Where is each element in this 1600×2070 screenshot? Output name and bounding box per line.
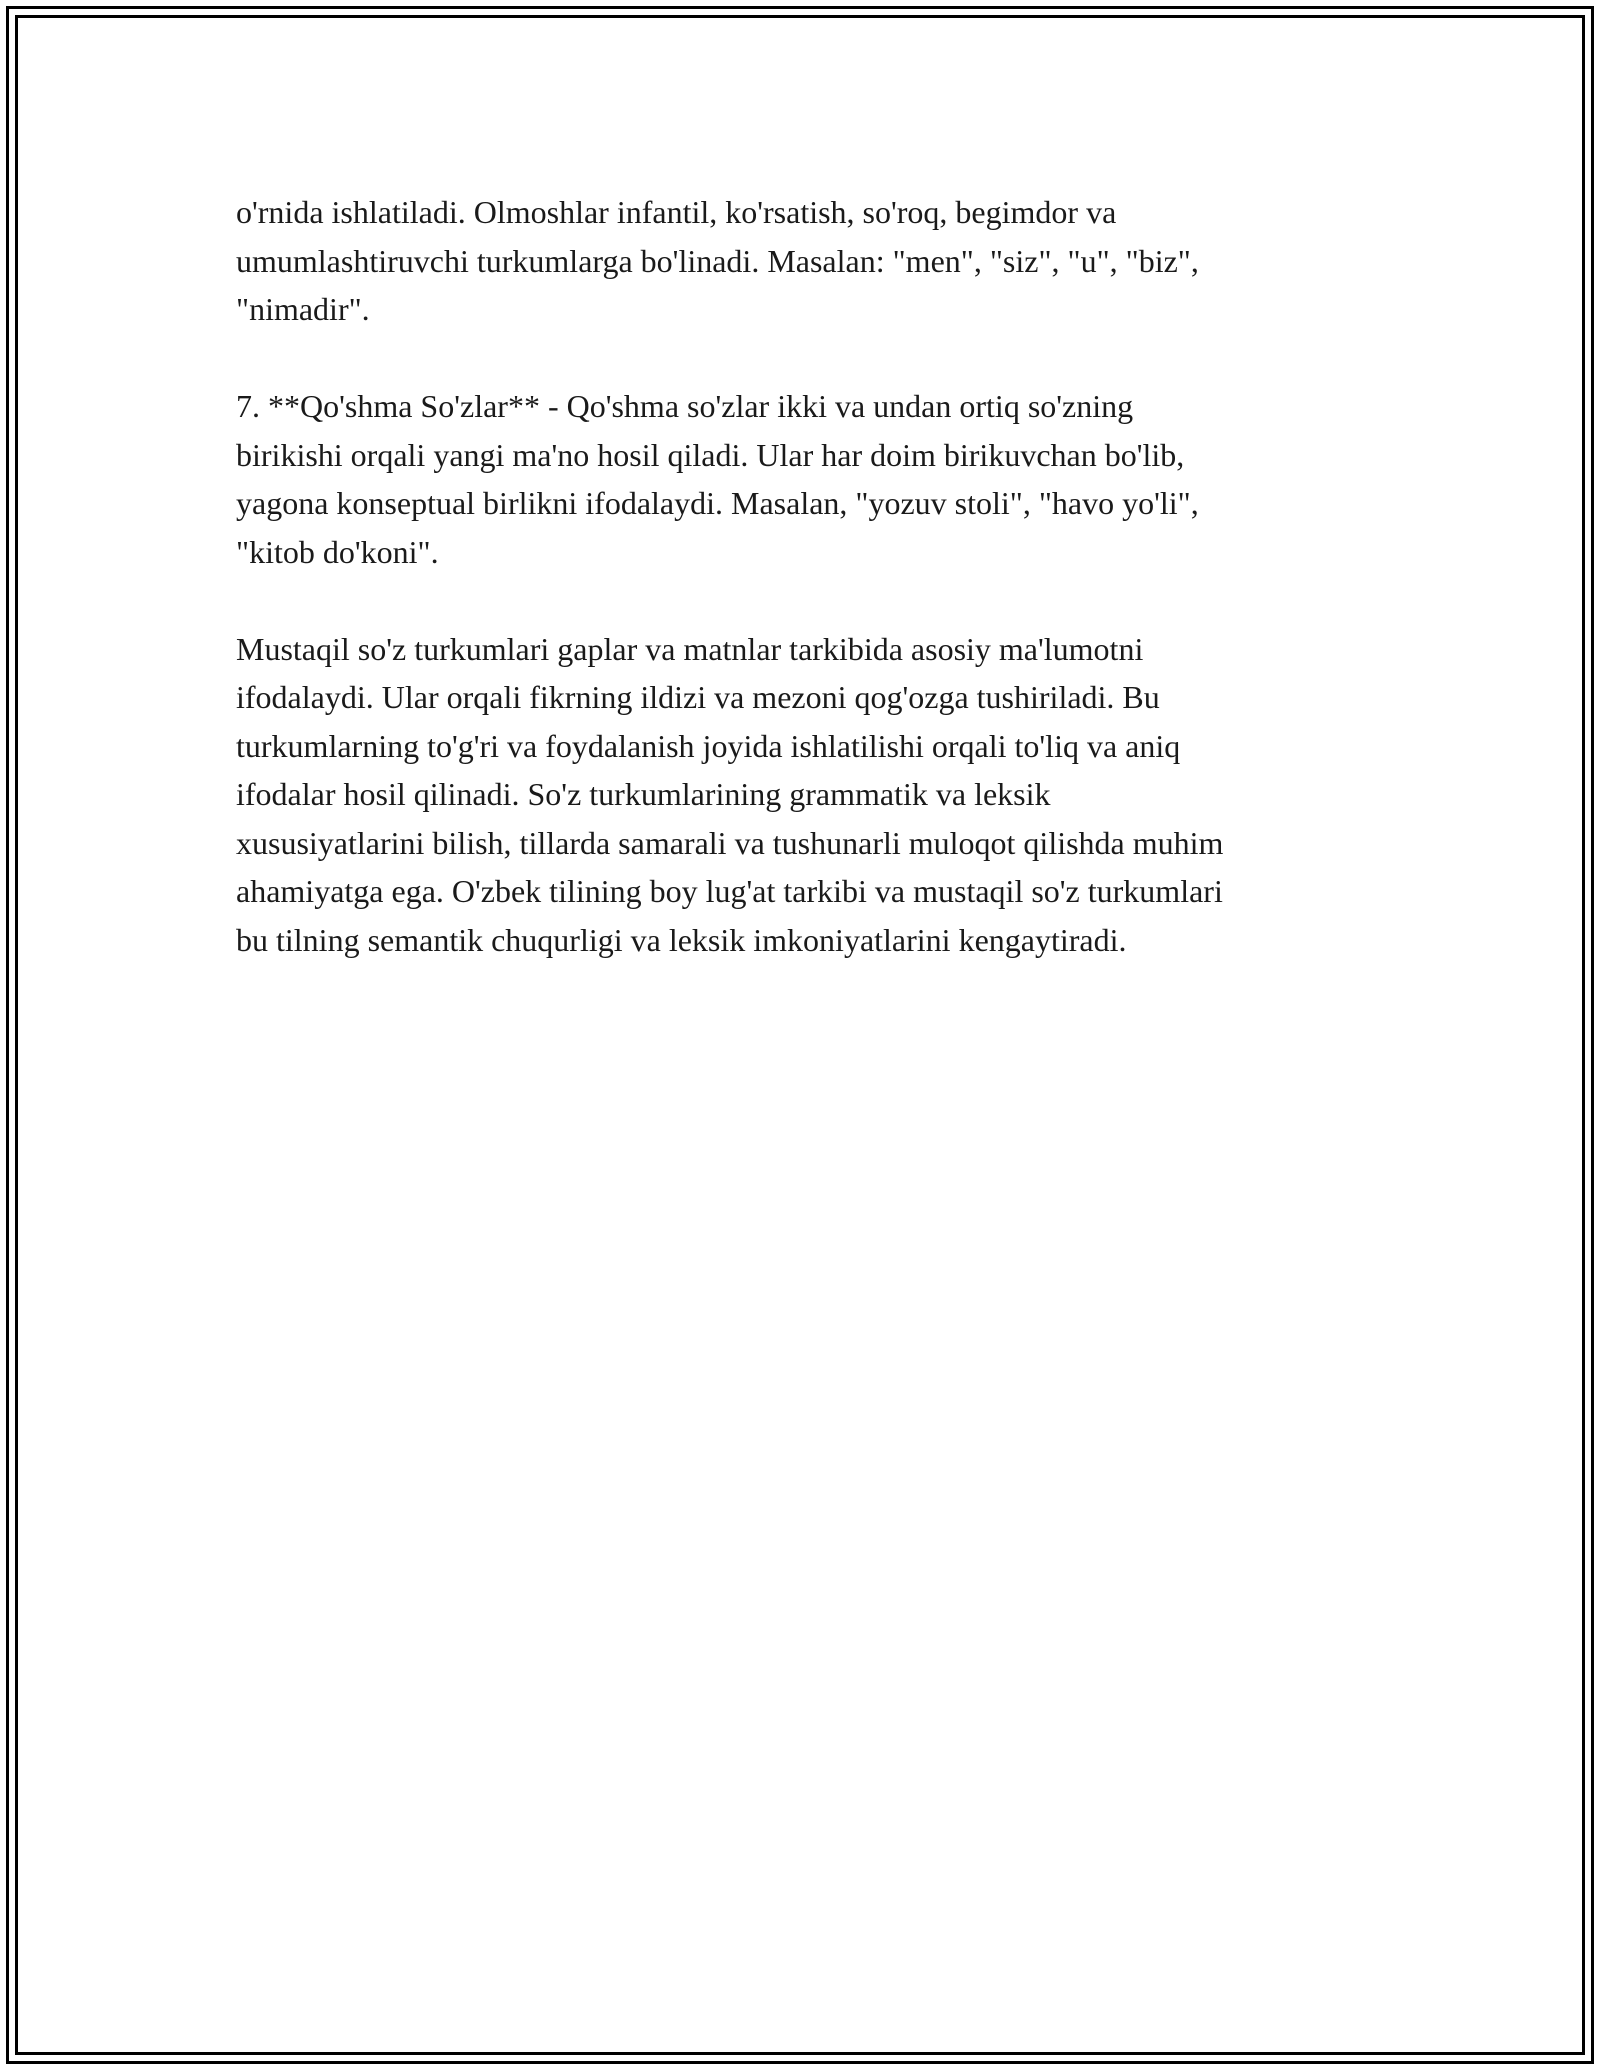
text-line: ahamiyatga ega. O'zbek tilining boy lug'at tarkibi va mustaqil so'z turkumlari [236,873,1223,909]
paragraph-conclusion [236,625,1416,965]
text-line: "kitob do'koni". [236,533,439,570]
text-line: birikishi orqali yangi ma'no hosil qiladi. Ular har doim birikuvchan bo'lib, [236,436,1185,473]
text-line: turkumlarning to'g'ri va foydalanish joyida ishlatilishi orqali to'liq va aniq [236,727,1181,764]
text-line: 7. **Qo'shma So'zlar** - Qo'shma so'zlar ikki va undan ortiq so'zning [236,388,1134,424]
paragraph-pronouns-continued [236,188,1416,334]
text-line: yagona konseptual birlikni ifodalaydi. Masalan, "yozuv stoli", "havo yo'li", [236,485,1199,521]
paragraph-compound-words [236,382,1416,576]
text-line: ifodalaydi. Ular orqali fikrning ildizi va mezoni qog'ozga tushiriladi. Bu [236,679,1160,715]
document-body [236,188,1416,964]
text-line: umumlashtiruvchi turkumlarga bo'linadi. Masalan: "men", "siz", "u", "biz", [236,242,1199,279]
text-line: "nimadir". [236,291,370,327]
text-line: Mustaqil so'z turkumlari gaplar va matnlar tarkibida asosiy ma'lumotni [236,630,1144,667]
text-line: xususiyatlarini bilish, tillarda samarali va tushunarli muloqot qilishda muhim [236,824,1224,861]
text-line: ifodalar hosil qilinadi. So'z turkumlarining grammatik va leksik [236,776,1051,812]
text-line: bu tilning semantik chuqurligi va leksik imkoniyatlarini kengaytiradi. [236,921,1127,958]
text-line: o'rnida ishlatiladi. Olmoshlar infantil, ko'rsatish, so'roq, begimdor va [236,194,1117,230]
